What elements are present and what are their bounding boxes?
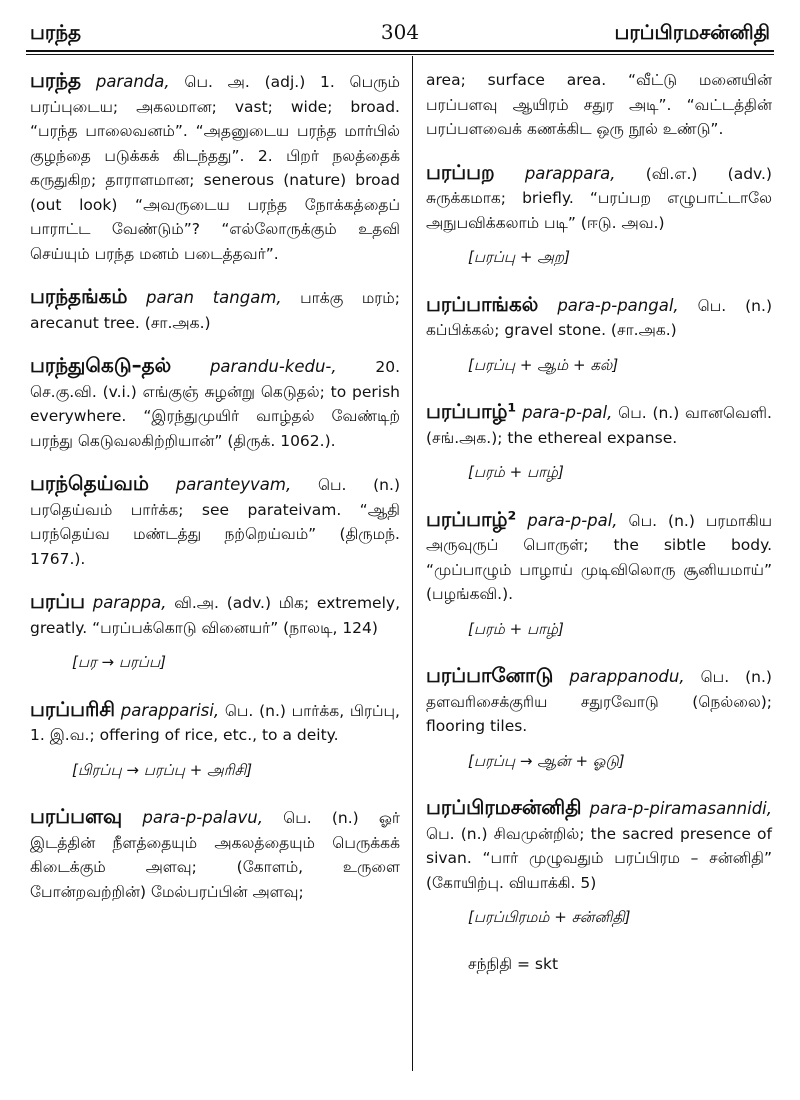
entry-continuation (426, 68, 772, 142)
entry (30, 68, 400, 266)
entry (426, 160, 772, 270)
definition: பெ. (n.) கப்பிக்கல்; gravel stone. (சா.அக.) (426, 296, 772, 339)
headword: பரப்ப (30, 589, 85, 613)
etymology: [பரம் + பாழ்] (468, 463, 564, 481)
transliteration: paran tangam, (145, 288, 282, 307)
transliteration: parappa, (92, 593, 167, 612)
transliteration: para-p-piramasannidi, (589, 799, 772, 818)
entry (426, 663, 772, 773)
transliteration: parandu-kedu-, (209, 357, 337, 376)
definition: பாக்கு மரம்; arecanut tree. (சா.அக.) (30, 289, 401, 332)
entry (30, 353, 400, 453)
etymology: [பரம் + பாழ்] (468, 619, 564, 638)
etymology: [பிரப்பு → பரப்பு + அரிசி] (72, 760, 253, 779)
entry (30, 697, 400, 783)
headword: பரந்துகெடு–தல் (30, 353, 172, 377)
page-number: 304 (380, 20, 420, 44)
entry (30, 804, 400, 904)
etymology: [பரப்பிரமம் + சன்னிதி] (468, 908, 631, 926)
definition: பெ. (n.) ஓர் இடத்தின் நீளத்தையும் அகலத்தையும் பெருக்கக் கிடைக்கும் அளவு; (கோளம், உருளை போன்றவற்றின்) மேல்பரப்பின் அளவு; (30, 809, 400, 901)
headword: பரப்பற (426, 159, 495, 184)
entry (30, 284, 400, 335)
definition: பெ. (n.) பரமாகிய அருவுருப் பொருள்; the sibtle body. “முப்பாழும் பாழாய் முடிவிலொரு சூனியமாய்” (பழங்கவி.). (426, 511, 772, 603)
headword: பரப்பாழ்² (426, 506, 517, 531)
entry (426, 795, 772, 976)
headword: பரப்பாழ்¹ (426, 399, 517, 423)
transliteration: parapparisi, (120, 700, 220, 720)
headword: பரந்த (30, 68, 82, 92)
header-rule-thin (26, 54, 774, 55)
etymology: [பரப்பு + அற] (468, 248, 570, 266)
transliteration: parappanodu, (569, 667, 685, 686)
headword: பரப்பாங்கல் (426, 291, 539, 316)
header-rule (26, 50, 774, 52)
column-divider (412, 56, 413, 1071)
definition: (வி.எ.) (adv.) சுருக்கமாக; briefly. “பரப்பற எழுபாட்டாலே அநுபவிக்கலாம் படி” (ஈடு. அவ.) (426, 164, 772, 232)
headword: பரப்பளவு (30, 804, 123, 828)
headword: பரப்பரிசி (30, 696, 116, 721)
definition: area; surface area. “வீட்டு மனையின் பரப்பளவு ஆயிரம் சதுர அடி”. “வட்டத்தின் பரப்பளவைக் கணக்கிட ஒரு நூல் உண்டு”. (426, 71, 772, 138)
transliteration: paranda, (95, 72, 170, 91)
etymology: [பரப்பு + ஆம் + கல்] (468, 355, 619, 374)
definition: பெ. (n.) சிவமுன்றில்; the sacred presence of sivan. “பார் முழுவதும் பரப்பிரம – சன்னிதி” (கோயிற்பு. வியாக்கி. 5) (426, 824, 772, 892)
transliteration: para-p-pangal, (557, 295, 679, 315)
definition: பெ. (n.) பரதெய்வம் பார்க்க; see parateivam. “ஆதி பரந்தெய்வ மண்டத்து நற்றெய்வம்” (திருமந். 1767.). (30, 476, 400, 568)
header-right-guide-word: பரப்பிரமசன்னிதி (614, 20, 770, 44)
header-left-guide-word: பரந்த (30, 20, 82, 44)
definition: பெ. (n.) தளவரிசைக்குரிய சதுரவோடு (நெல்லை); flooring tiles. (426, 668, 772, 735)
page-header (0, 0, 800, 46)
definition: 20. செ.கு.வி. (v.i.) எங்குஞ் சுழன்று கெடுதல்; to perish everywhere. “இரந்துமுயிர் வாழ்தல் வேண்டிற் பரந்து கெடுவலகிற்றியான்” (திருக். 1062.). (30, 358, 400, 450)
definition: பெ. அ. (adj.) 1. பெரும் பரப்புடைய; அகலமான; vast; wide; broad. “பரந்த பாலைவனம்”. “அதனுடைய பரந்த மார்பில் குழந்தை படுக்கக் கிடந்தது”. 2. பிறர் நலத்தைக் கருதுகிற; தாராளமான; senerous (nature) broad (out look) “அவருடைய பரந்த நோக்கத்தைப் பாராட்ட வேண்டும்”? “எல்லோருக்கும் உதவி செய்யும் பரந்த மனம் படைத்தவர்”. (30, 73, 400, 263)
definition: பெ. (n.) பார்க்க, பிரப்பு, 1. இ.வ.; offering of rice, etc., to a deity. (30, 701, 400, 744)
headword: பரப்பிரமசன்னிதி (426, 795, 582, 819)
right-column (426, 68, 772, 994)
usage-note: சந்நிதி = skt (468, 954, 559, 973)
transliteration: paranteyvam, (175, 475, 292, 494)
headword: பரப்பானோடு (426, 663, 554, 687)
entry (30, 589, 400, 675)
entry (426, 399, 772, 485)
transliteration: para-p-palavu, (142, 808, 263, 827)
entry (426, 292, 772, 378)
entry (30, 471, 400, 571)
headword: பரந்தங்கம் (30, 284, 128, 308)
transliteration: parappara, (524, 163, 616, 183)
entry (426, 507, 772, 642)
etymology: [பரப்பு → ஆன் + ஓடு] (468, 751, 625, 770)
transliteration: para-p-pal, (522, 403, 613, 422)
etymology: [பர → பரப்ப] (72, 653, 166, 671)
definition: பெ. (n.) வானவெளி. (சங்.அக.); the ethereal expanse. (426, 404, 772, 447)
transliteration: para-p-pal, (527, 510, 618, 530)
definition: வி.அ. (adv.) மிக; extremely, greatly. “பரப்பக்கொடு வினையர்” (நாலடி, 124) (30, 594, 400, 637)
left-column (30, 68, 400, 922)
headword: பரந்தெய்வம் (30, 471, 150, 495)
